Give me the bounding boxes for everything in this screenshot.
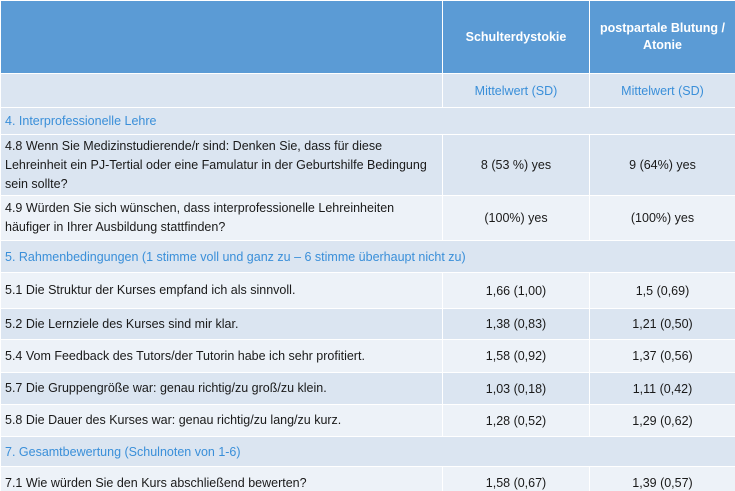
table-row	[1, 405, 735, 437]
section-header	[1, 241, 735, 273]
section-title: 4. Interprofessionelle Lehre	[1, 108, 735, 135]
value-cell-2: 1,37 (0,56)	[590, 340, 735, 373]
value-cell-2: 1,11 (0,42)	[590, 373, 735, 405]
value-cell-2: (100%) yes	[590, 196, 735, 241]
section-title: 7. Gesamtbewertung (Schulnoten von 1-6)	[1, 437, 735, 467]
question-cell: 5.1 Die Struktur der Kurses empfand ich als sinnvoll.	[1, 273, 443, 309]
value-cell-1: 8 (53 %) yes	[443, 135, 590, 196]
value-cell-1: 1,28 (0,52)	[443, 405, 590, 437]
subheader-empty-cell	[1, 74, 443, 108]
table-row	[1, 135, 735, 196]
subheader-mittelwert-2: Mittelwert (SD)	[590, 74, 735, 108]
value-cell-2: 9 (64%) yes	[590, 135, 735, 196]
question-cell: 7.1 Wie würden Sie den Kurs abschließend bewerten?	[1, 467, 443, 491]
value-cell-2: 1,21 (0,50)	[590, 309, 735, 340]
value-cell-2: 1,39 (0,57)	[590, 467, 735, 491]
header-empty-cell	[1, 1, 443, 74]
question-cell: 5.8 Die Dauer des Kurses war: genau richtig/zu lang/zu kurz.	[1, 405, 443, 437]
table-row	[1, 196, 735, 241]
table-row	[1, 340, 735, 373]
subheader-mittelwert-1: Mittelwert (SD)	[443, 74, 590, 108]
value-cell-2: 1,5 (0,69)	[590, 273, 735, 309]
question-cell: 4.9 Würden Sie sich wünschen, dass interprofessionelle Lehreinheiten häufiger in Ihrer Ausbildung stattfinden?	[1, 196, 443, 241]
header-postpartale-blutung: postpartale Blutung / Atonie	[590, 1, 735, 74]
section-title: 5. Rahmenbedingungen (1 stimme voll und ganz zu – 6 stimme überhaupt nicht zu)	[1, 241, 735, 273]
table-row	[1, 373, 735, 405]
value-cell-1: 1,58 (0,92)	[443, 340, 590, 373]
section-header	[1, 437, 735, 467]
header-schulterdystokie: Schulterdystokie	[443, 1, 590, 74]
question-cell: 5.7 Die Gruppengröße war: genau richtig/zu groß/zu klein.	[1, 373, 443, 405]
section-header	[1, 108, 735, 135]
subheader-row	[1, 74, 735, 108]
question-cell: 5.4 Vom Feedback des Tutors/der Tutorin habe ich sehr profitiert.	[1, 340, 443, 373]
question-cell: 4.8 Wenn Sie Medizinstudierende/r sind: Denken Sie, dass für diese Lehreinheit ein PJ-Tertial oder eine Famulatur in der Geburtshilfe Bedingung sein sollte?	[1, 135, 443, 196]
value-cell-1: 1,66 (1,00)	[443, 273, 590, 309]
value-cell-1: 1,58 (0,67)	[443, 467, 590, 491]
value-cell-1: 1,38 (0,83)	[443, 309, 590, 340]
value-cell-1: 1,03 (0,18)	[443, 373, 590, 405]
table-row	[1, 467, 735, 491]
value-cell-2: 1,29 (0,62)	[590, 405, 735, 437]
table-row	[1, 309, 735, 340]
table-row	[1, 273, 735, 309]
value-cell-1: (100%) yes	[443, 196, 590, 241]
question-cell: 5.2 Die Lernziele des Kurses sind mir klar.	[1, 309, 443, 340]
header-row	[1, 1, 735, 74]
